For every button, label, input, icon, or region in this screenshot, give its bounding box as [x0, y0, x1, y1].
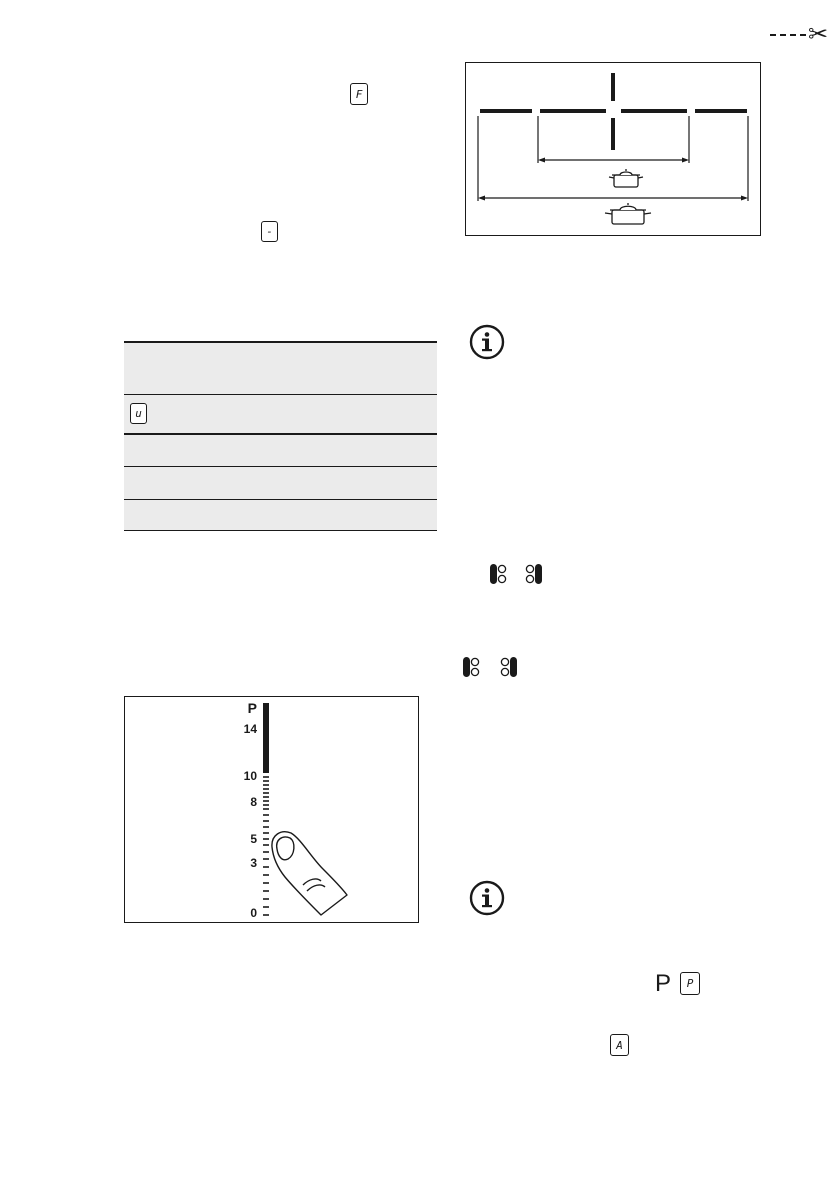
display-minus-icon: - — [261, 221, 278, 242]
table-row — [124, 395, 437, 433]
info-icon — [469, 880, 505, 916]
table-header-row — [124, 342, 437, 394]
scissors-icon: ✂ — [808, 20, 829, 48]
large-pot-icon — [605, 203, 651, 224]
slider-label: P — [247, 700, 257, 716]
zone-indicator-right-icon — [525, 563, 543, 589]
slider-level-bar — [263, 703, 269, 773]
finger-icon — [272, 832, 347, 915]
zone-indicator-left-icon — [462, 656, 480, 682]
display-a-icon: A — [610, 1034, 629, 1056]
info-icon — [469, 324, 505, 360]
table-row — [124, 435, 437, 466]
display-u-icon: u — [130, 403, 147, 424]
slider-label: 14 — [243, 722, 257, 736]
power-slider-illustration — [125, 697, 418, 922]
slider-label: 0 — [250, 906, 257, 920]
power-slider-figure — [124, 696, 419, 923]
slider-label: 5 — [250, 832, 257, 846]
zone-size-figure — [465, 62, 761, 236]
table-row — [124, 500, 437, 530]
table-row — [124, 467, 437, 499]
table-bottom-rule — [124, 530, 437, 531]
cut-line — [770, 34, 806, 36]
slider-label: 10 — [243, 769, 257, 783]
slider-label: 8 — [250, 795, 257, 809]
zone-size-illustration — [466, 63, 760, 235]
small-pot-icon — [609, 169, 643, 187]
display-p-icon: P — [680, 972, 700, 995]
zone-indicator-left-icon — [489, 563, 507, 589]
display-f-icon: F — [350, 83, 368, 105]
slider-label: 3 — [250, 856, 257, 870]
zone-indicator-right-icon — [500, 656, 518, 682]
table-top-rule — [124, 341, 437, 343]
power-boost-symbol: P — [655, 970, 672, 997]
